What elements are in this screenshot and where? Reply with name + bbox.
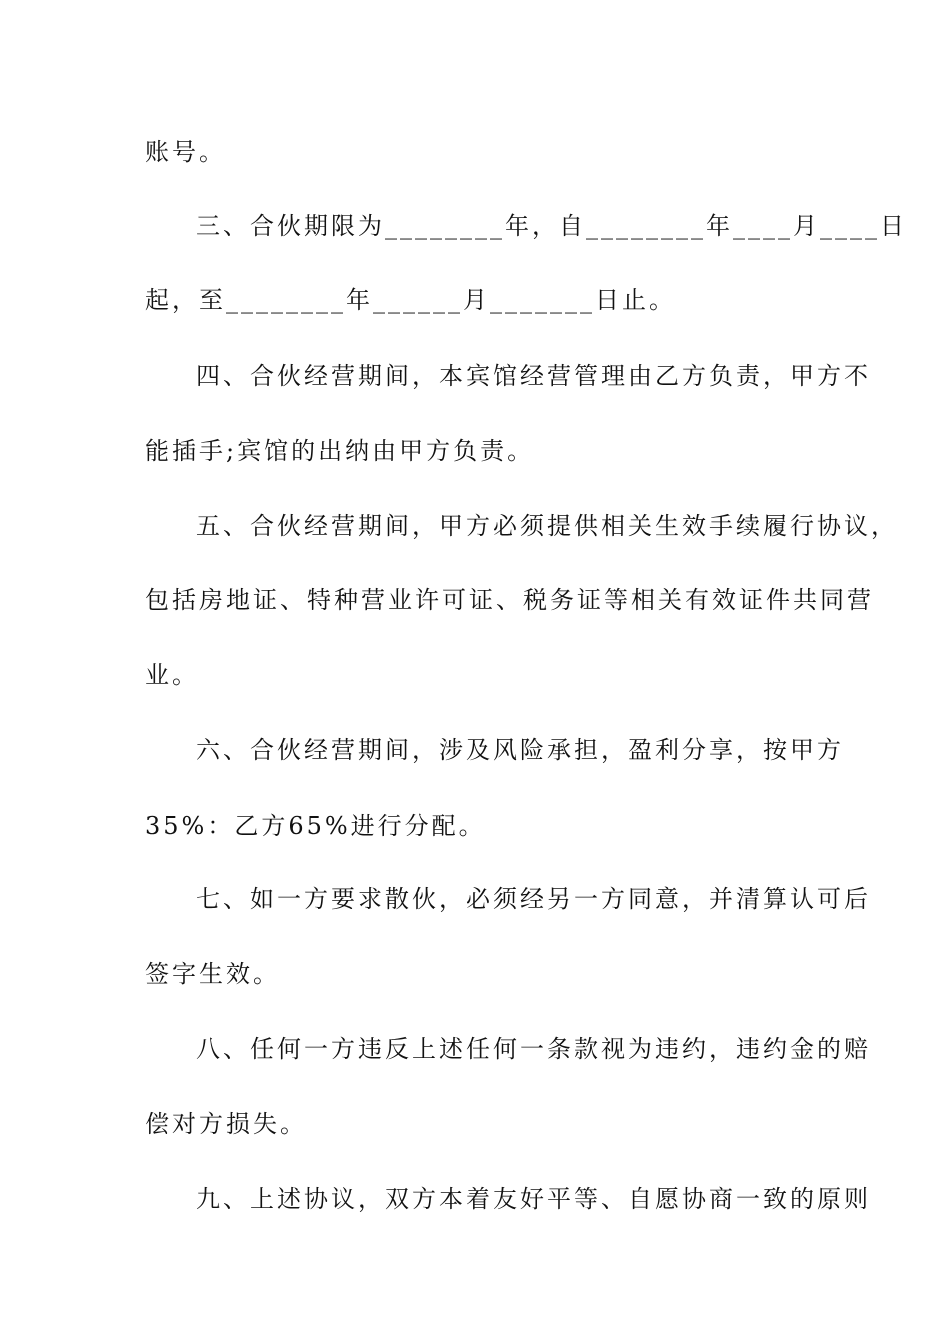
clause-3-line-2: 起，至________年______月_______日止。 (145, 286, 676, 314)
clause-7-line-2: 签字生效。 (145, 960, 280, 988)
clause-9-line-1: 九、上述协议，双方本着友好平等、自愿协商一致的原则 (196, 1185, 871, 1213)
clause-4-line-2: 能插手;宾馆的出纳由甲方负责。 (145, 437, 535, 465)
clause-7-line-1: 七、如一方要求散伙，必须经另一方同意，并清算认可后 (196, 885, 871, 913)
clause-5-line-2: 包括房地证、特种营业许可证、税务证等相关有效证件共同营 (145, 586, 874, 614)
clause-5-line-1: 五、合伙经营期间，甲方必须提供相关生效手续履行协议， (196, 512, 898, 540)
clause-8-line-1: 八、任何一方违反上述任何一条款视为违约，违约金的赔 (196, 1035, 871, 1063)
clause-4-line-1: 四、合伙经营期间，本宾馆经营管理由乙方负责，甲方不 (196, 362, 871, 390)
clause-3-line-1: 三、合伙期限为________年，自________年____月____日 (196, 212, 907, 240)
text-line-account: 账号。 (145, 138, 226, 166)
clause-6-line-2: 35%：乙方65%进行分配。 (145, 812, 486, 840)
clause-5-line-3: 业。 (145, 661, 199, 689)
clause-6-line-1: 六、合伙经营期间，涉及风险承担，盈利分享，按甲方 (196, 736, 844, 764)
clause-8-line-2: 偿对方损失。 (145, 1110, 307, 1138)
